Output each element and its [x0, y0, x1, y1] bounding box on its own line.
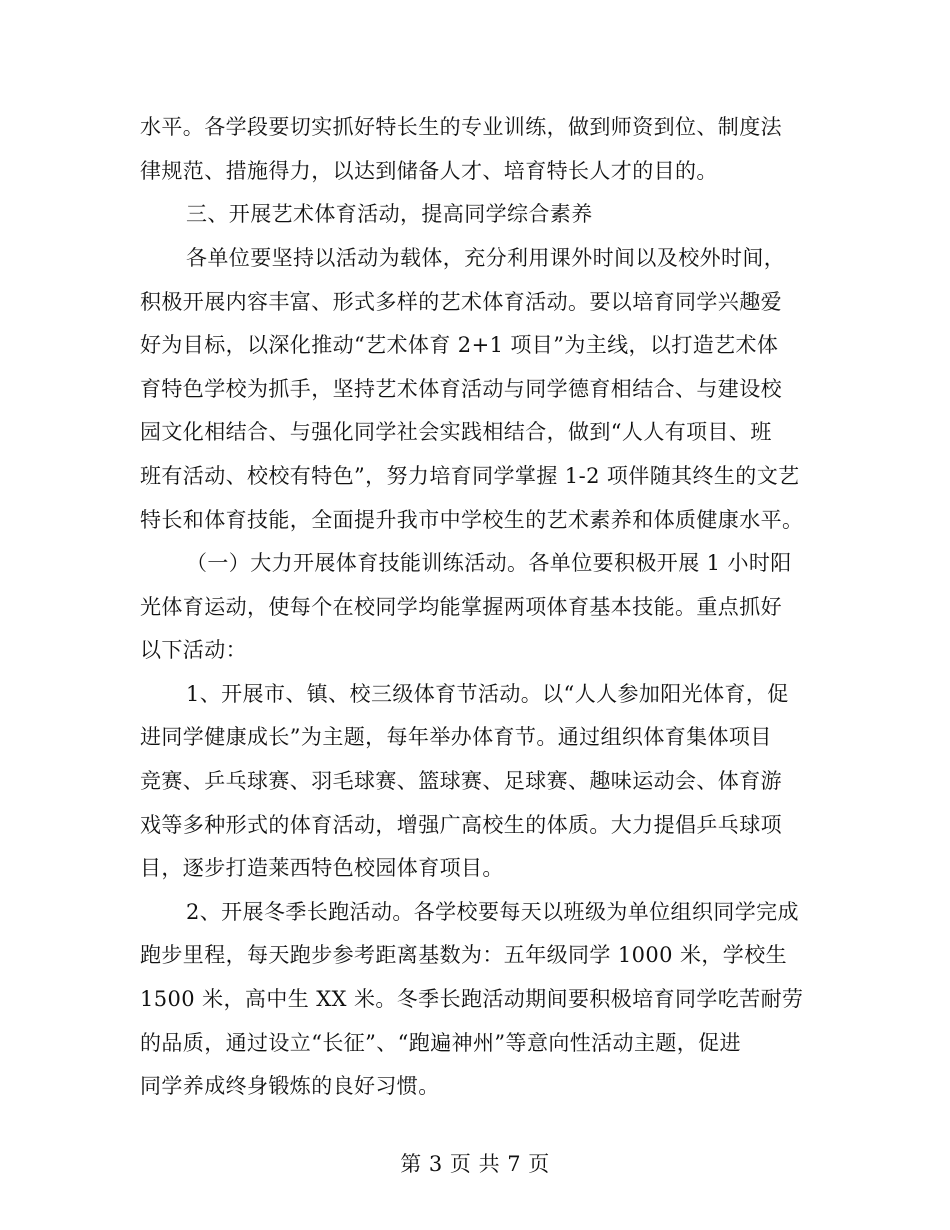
- body-text-line: 目，逐步打造莱西特色校园体育项目。: [140, 856, 504, 880]
- subsection-heading: （一）大力开展体育技能训练活动。各单位要积极开展 1 小时阳: [186, 551, 792, 575]
- body-text-line: 班有活动、校校有特色”，努力培育同学掌握 1-2 项伴随其终生的文艺: [140, 464, 800, 488]
- body-text-line: 进同学健康成长”为主题，每年举办体育节。通过组织体育集体项目: [140, 725, 772, 749]
- list-item-1: 1、开展市、镇、校三级体育节活动。以“人人参加阳光体育，促: [186, 682, 789, 706]
- page-number-footer: 第 3 页 共 7 页: [400, 1152, 550, 1176]
- body-text-line: 光体育运动，使每个在校同学均能掌握两项体育基本技能。重点抓好: [140, 595, 782, 619]
- body-text-line: 1500 米，高中生 XX 米。冬季长跑活动期间要积极培育同学吃苦耐劳: [140, 987, 804, 1011]
- body-text-line: 园文化相结合、与强化同学社会实践相结合，做到“人人有项目、班: [140, 420, 772, 444]
- list-item-2: 2、开展冬季长跑活动。各学校要每天以班级为单位组织同学完成: [186, 900, 799, 924]
- body-text-line: 育特色学校为抓手，坚持艺术体育活动与同学德育相结合、与建设校: [140, 377, 782, 401]
- body-text-line: 戏等多种形式的体育活动，增强广高校生的体质。大力提倡乒乓球项: [140, 813, 782, 837]
- body-text-line: 同学养成终身锻炼的良好习惯。: [140, 1074, 440, 1098]
- body-text-line: 以下活动：: [140, 638, 247, 662]
- body-text-line: 好为目标，以深化推动“艺术体育 2+1 项目”为主线，以打造艺术体: [140, 333, 779, 357]
- body-text-line: 的品质，通过设立“长征”、“跑遍神州”等意向性活动主题，促进: [140, 1031, 741, 1055]
- body-text-line: 跑步里程，每天跑步参考距离基数为：五年级同学 1000 米，学校生: [140, 943, 787, 967]
- body-text-line: 律规范、措施得力，以达到储备人才、培育特长人才的目的。: [140, 159, 718, 183]
- body-text-line: 水平。各学段要切实抓好特长生的专业训练，做到师资到位、制度法: [140, 115, 782, 139]
- body-text-line: 各单位要坚持以活动为载体，充分利用课外时间以及校外时间，: [186, 246, 786, 270]
- body-text-line: 竞赛、乒乓球赛、羽毛球赛、篮球赛、足球赛、趣味运动会、体育游: [140, 769, 782, 793]
- body-text-line: 特长和体育技能，全面提升我市中学校生的艺术素养和体质健康水平。: [140, 508, 804, 532]
- section-heading: 三、开展艺术体育活动，提高同学综合素养: [186, 202, 593, 226]
- body-text-line: 积极开展内容丰富、形式多样的艺术体育活动。要以培育同学兴趣爱: [140, 290, 782, 314]
